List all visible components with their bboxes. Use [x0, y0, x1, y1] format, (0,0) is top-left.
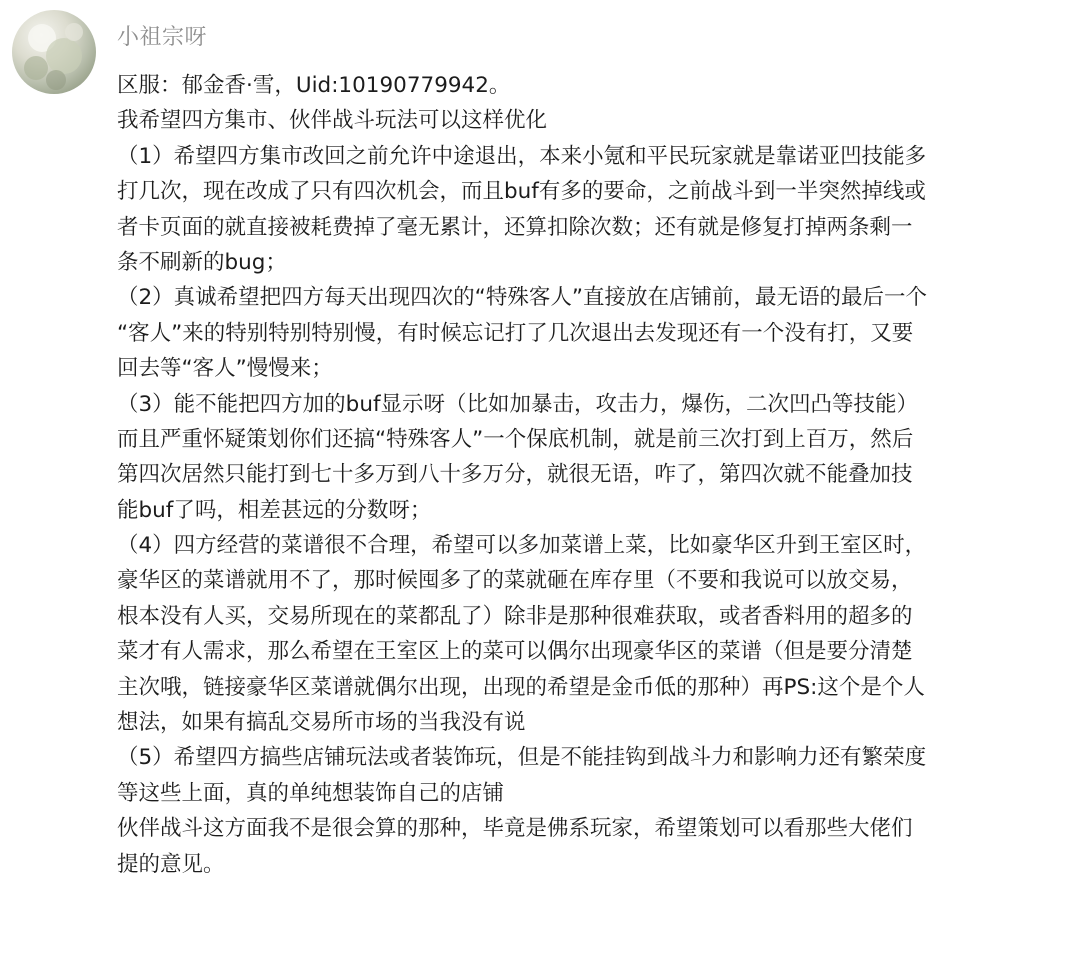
- comment-text-line: 回去等“客人”慢慢来；: [117, 356, 333, 382]
- comment-text-line: 条不刷新的bug；: [117, 249, 287, 275]
- comment-text-line: （2）真诚希望把四方每天出现四次的“特殊客人”直接放在店铺前，最无语的最后一个: [117, 285, 927, 311]
- comment-text-line: 而且严重怀疑策划你们还搞“特殊客人”一个保底机制，就是前三次打到上百万，然后: [117, 426, 914, 452]
- comment-text-line: （5）希望四方搞些店铺玩法或者装饰玩，但是不能挂钩到战斗力和影响力还有繁荣度: [117, 745, 927, 771]
- comment-text-line: 打几次，现在改成了只有四次机会，而且buf有多的要命，之前战斗到一半突然掉线或: [117, 179, 926, 205]
- avatar-photo-icon: [12, 10, 96, 94]
- comment-text-line: （4）四方经营的菜谱很不合理，希望可以多加菜谱上菜，比如豪华区升到王室区时，: [117, 533, 927, 559]
- comment-text-line: （1）希望四方集市改回之前允许中途退出，本来小氪和平民玩家就是靠诺亚凹技能多: [117, 143, 927, 169]
- comment-text-line: 菜才有人需求，那么希望在王室区上的菜可以偶尔出现豪华区的菜谱（但是要分清楚: [117, 639, 913, 665]
- comment-text-line: 伙伴战斗这方面我不是很会算的那种，毕竟是佛系玩家，希望策划可以看那些大佬们: [117, 816, 913, 842]
- comment-text-line: 能buf了吗，相差甚远的分数呀；: [117, 497, 432, 523]
- comment-text-line: 豪华区的菜谱就用不了，那时候囤多了的菜就砸在库存里（不要和我说可以放交易，: [117, 568, 913, 594]
- username[interactable]: 小祖宗呀: [117, 25, 208, 50]
- comment-text-line: 者卡页面的就直接被耗费掉了毫无累计，还算扣除次数；还有就是修复打掉两条剩一: [117, 214, 913, 240]
- comment-text-line: 想法，如果有搞乱交易所市场的当我没有说: [117, 710, 526, 736]
- comment-text-line: 区服：郁金香·雪，Uid:10190779942。: [117, 73, 511, 98]
- comment-text-line: 主次哦，链接豪华区菜谱就偶尔出现，出现的希望是金币低的那种）再PS:这个是个人: [117, 674, 925, 700]
- comment-text-line: 第四次居然只能打到七十多万到八十多万分，就很无语，咋了，第四次就不能叠加技: [117, 462, 913, 488]
- comment-text-line: “客人”来的特别特别特别慢，有时候忘记打了几次退出去发现还有一个没有打，又要: [117, 320, 914, 346]
- comment-text-line: 我希望四方集市、伙伴战斗玩法可以这样优化: [117, 108, 548, 134]
- comment-text-line: 等这些上面，真的单纯想装饰自己的店铺: [117, 780, 505, 806]
- comment-text-line: 提的意见。: [117, 851, 225, 877]
- avatar[interactable]: [12, 10, 96, 94]
- comment-text-line: （3）能不能把四方加的buf显示呀（比如加暴击，攻击力，爆伤，二次凹凸等技能）: [117, 391, 919, 417]
- comment-text-line: 根本没有人买，交易所现在的菜都乱了）除非是那种很难获取，或者香料用的超多的: [117, 603, 913, 629]
- comment-body: [117, 68, 1069, 882]
